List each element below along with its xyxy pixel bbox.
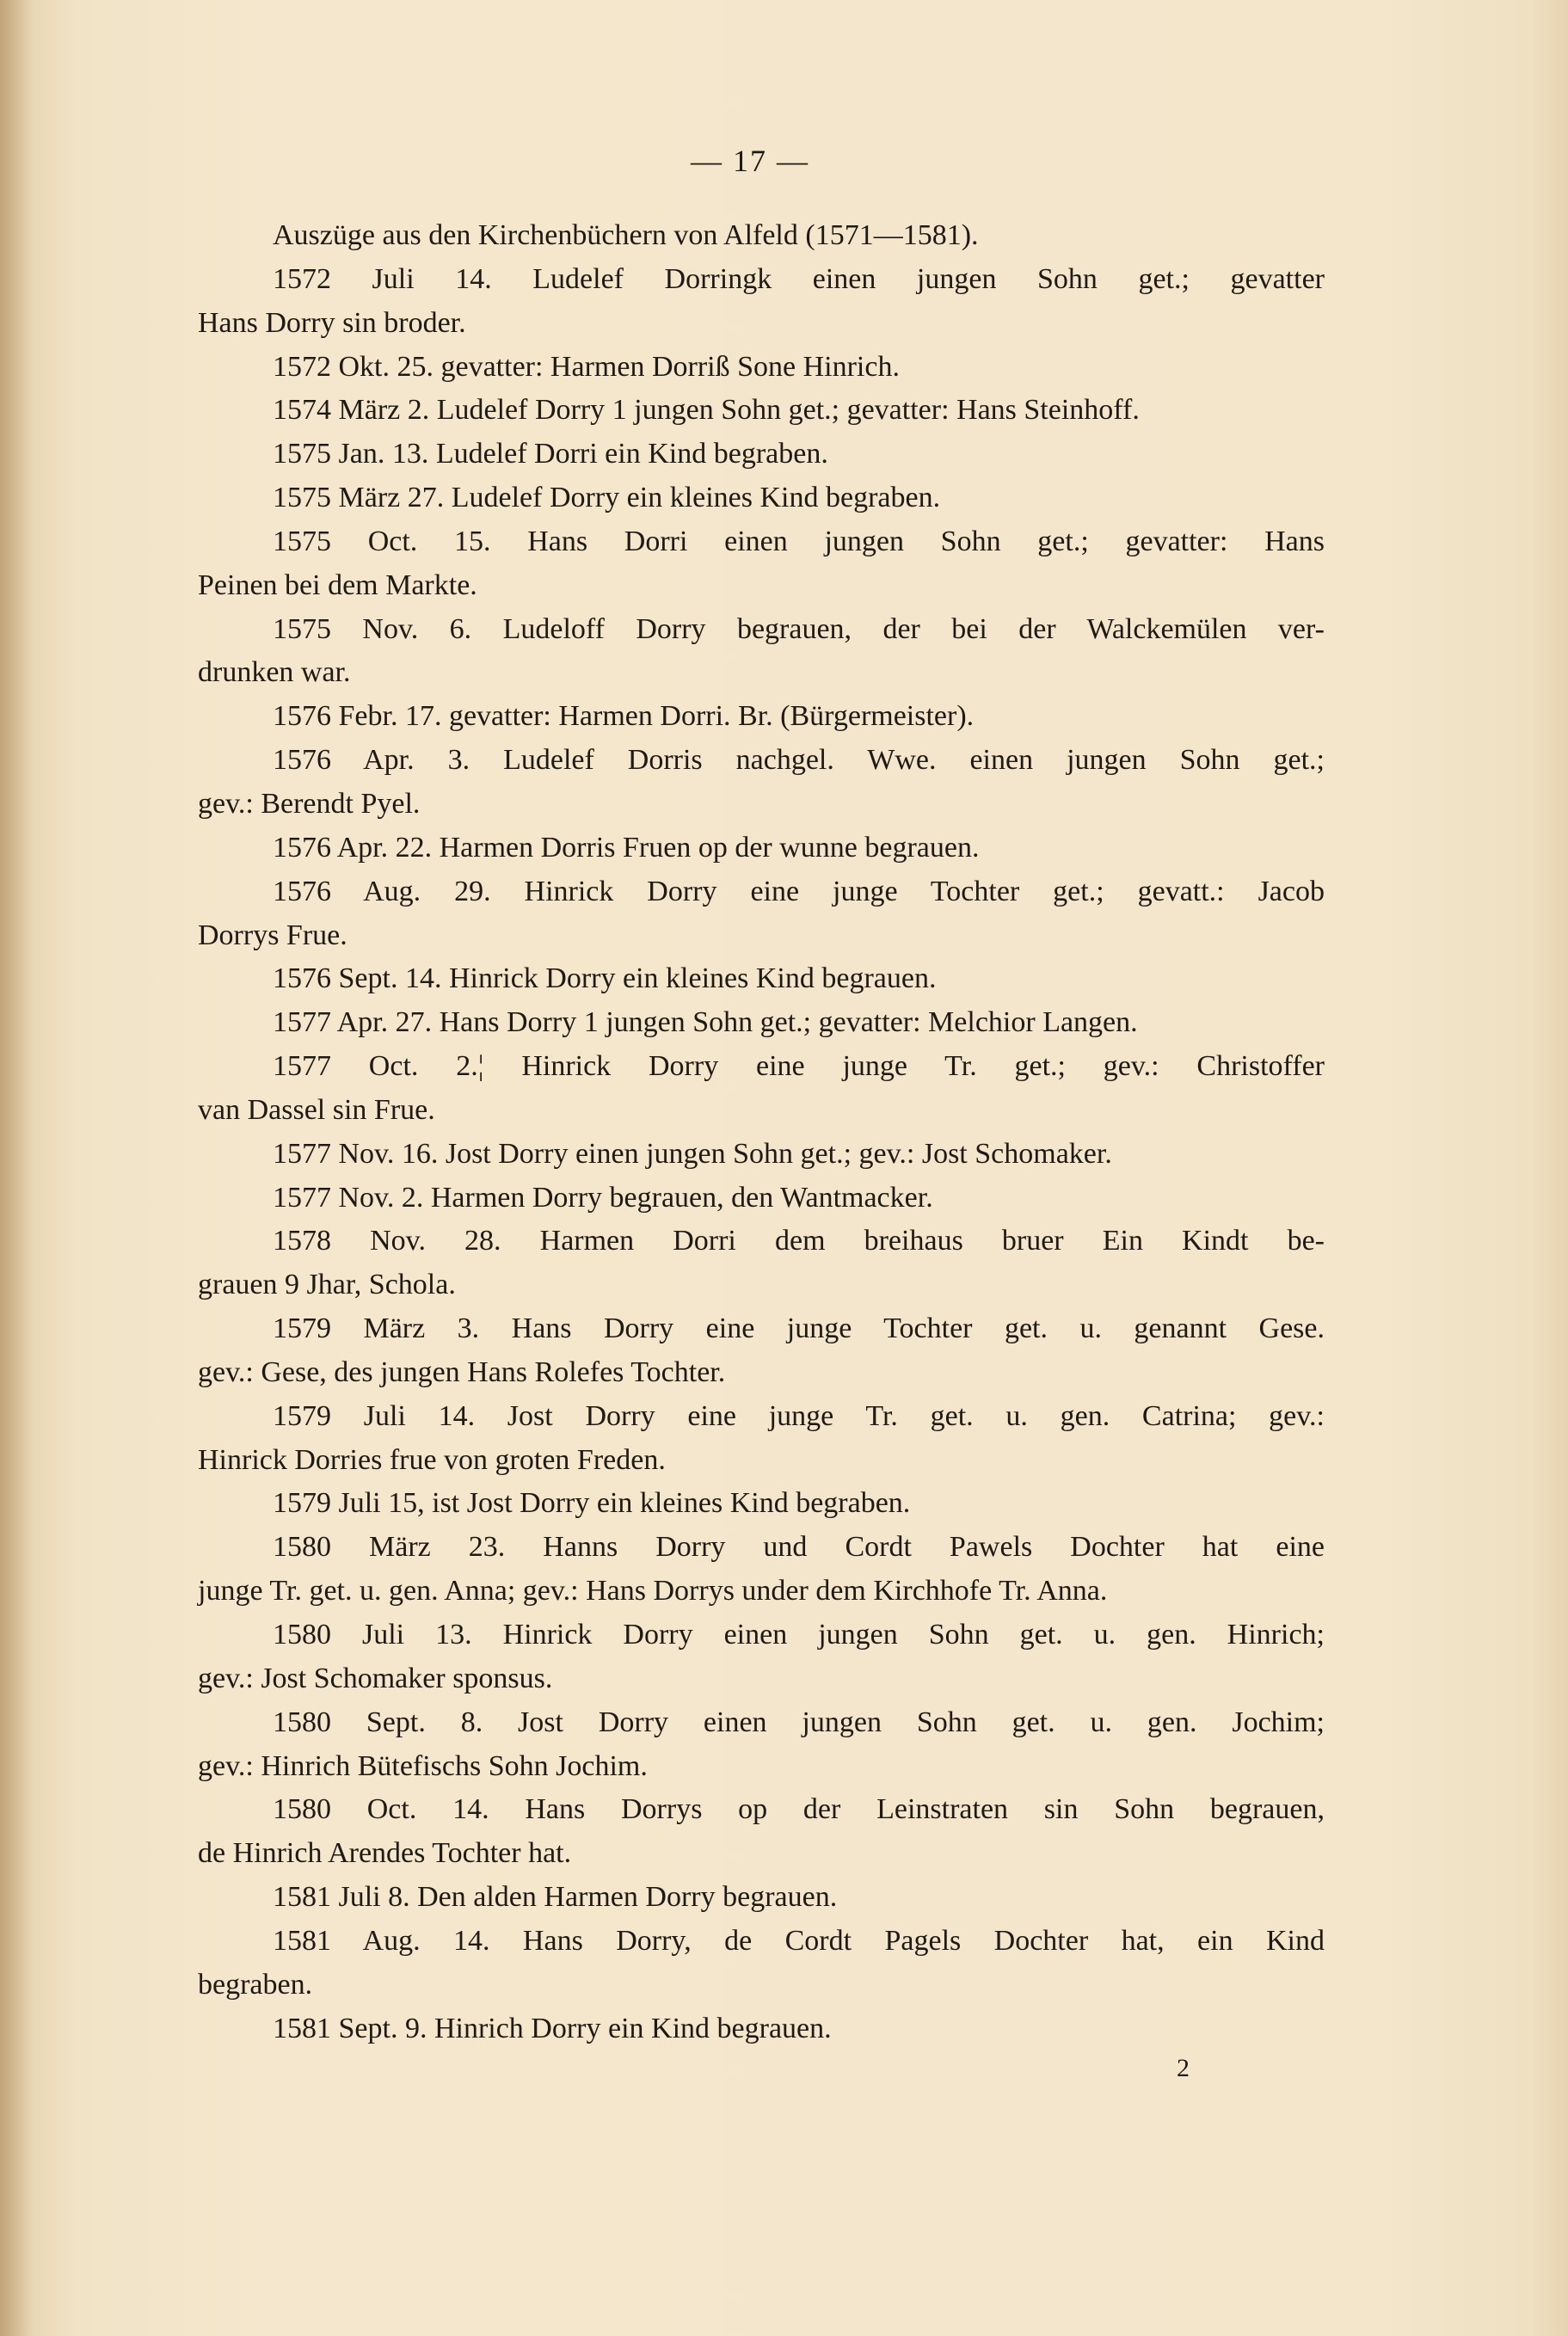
register-entry — [198, 739, 1325, 827]
document-body — [198, 214, 1325, 2050]
text-line: drunken war. — [198, 656, 351, 689]
text-line: grauen 9 Jhar, Schola. — [198, 1269, 456, 1301]
text-line: 1577 Nov. 16. Jost Dorry einen jungen Sohn get.; gev.: Jost Schomaker. — [273, 1137, 1112, 1170]
text-line: 1579 Juli 14. Jost Dorry eine junge Tr. get. u. gen. Catrina; gev.: — [273, 1399, 1325, 1432]
text-line: 1575 Nov. 6. Ludeloff Dorry begrauen, der bei der Walckemülen ver- — [273, 612, 1325, 645]
register-entry — [198, 1133, 1325, 1177]
text-line: 1575 Jan. 13. Ludelef Dorri ein Kind begraben. — [273, 438, 828, 470]
text-line: 1581 Aug. 14. Hans Dorry, de Cordt Pagels Dochter hat, ein Kind — [273, 1924, 1325, 1957]
register-entry — [198, 346, 1325, 390]
register-entry — [198, 1788, 1325, 1876]
text-line: begraben. — [198, 1968, 313, 2001]
register-entry — [198, 695, 1325, 739]
register-entry — [198, 389, 1325, 433]
register-entry — [198, 433, 1325, 476]
text-line: gev.: Berendt Pyel. — [198, 787, 421, 820]
register-entry — [198, 1482, 1325, 1526]
signature-mark: 2 — [1177, 2054, 1190, 2082]
text-line: 1581 Juli 8. Den alden Harmen Dorry begrauen. — [273, 1881, 838, 1914]
text-line: 1576 Apr. 22. Harmen Dorris Fruen op der wunne begrauen. — [273, 831, 980, 864]
text-line: 1572 Okt. 25. gevatter: Harmen Dorriß Sone Hinrich. — [273, 350, 900, 383]
text-line: 1579 März 3. Hans Dorry eine junge Tochter get. u. genannt Gese. — [273, 1312, 1325, 1345]
text-line: 1577 Nov. 2. Harmen Dorry begrauen, den Wantmacker. — [273, 1181, 933, 1214]
text-line: 1581 Sept. 9. Hinrich Dorry ein Kind begrauen. — [273, 2012, 832, 2044]
text-line: Dorrys Frue. — [198, 919, 347, 951]
text-line: 1580 Sept. 8. Jost Dorry einen jungen Sohn get. u. gen. Jochim; — [273, 1706, 1325, 1738]
text-line: 1576 Apr. 3. Ludelef Dorris nachgel. Wwe. einen jungen Sohn get.; — [273, 744, 1325, 777]
register-entry — [198, 957, 1325, 1001]
text-line: Hans Dorry sin broder. — [198, 306, 466, 339]
text-line: 1575 Oct. 15. Hans Dorri einen jungen Sohn get.; gevatter: Hans — [273, 525, 1325, 557]
text-line: Auszüge aus den Kirchenbüchern von Alfeld (1571—1581). — [273, 219, 979, 251]
text-line: 1577 Oct. 2.¦ Hinrick Dorry eine junge Tr. get.; gev.: Christoffer — [273, 1050, 1325, 1083]
register-entry — [198, 870, 1325, 958]
register-entry — [198, 1395, 1325, 1483]
page-binding-shadow — [0, 0, 34, 2336]
register-entry — [198, 1701, 1325, 1789]
register-entry — [198, 1526, 1325, 1614]
text-line: van Dassel sin Frue. — [198, 1093, 435, 1126]
text-line: 1574 März 2. Ludelef Dorry 1 jungen Sohn get.; gevatter: Hans Steinhoff. — [273, 394, 1140, 427]
text-line: 1576 Sept. 14. Hinrick Dorry ein kleines Kind begrauen. — [273, 962, 937, 995]
text-line: 1580 Juli 13. Hinrick Dorry einen jungen Sohn get. u. gen. Hinrich; — [273, 1619, 1325, 1651]
register-entry — [198, 476, 1325, 520]
section-title — [198, 214, 1325, 258]
text-line: gev.: Hinrich Bütefischs Sohn Jochim. — [198, 1749, 648, 1782]
text-line: 1577 Apr. 27. Hans Dorry 1 jungen Sohn get.; gevatter: Melchior Langen. — [273, 1006, 1138, 1039]
text-line: 1580 Oct. 14. Hans Dorrys op der Leinstraten sin Sohn begrauen, — [273, 1793, 1325, 1826]
text-line: 1578 Nov. 28. Harmen Dorri dem breihaus bruer Ein Kindt be- — [273, 1225, 1325, 1257]
text-line: 1575 März 27. Ludelef Dorry ein kleines Kind begraben. — [273, 482, 941, 514]
register-entry — [198, 520, 1325, 608]
register-entry — [198, 1876, 1325, 1920]
register-entry — [198, 1220, 1325, 1307]
text-line: gev.: Gese, des jungen Hans Rolefes Tochter. — [198, 1355, 726, 1388]
text-line: 1572 Juli 14. Ludelef Dorringk einen jungen Sohn get.; gevatter — [273, 262, 1325, 295]
register-entry — [198, 827, 1325, 870]
text-line: junge Tr. get. u. gen. Anna; gev.: Hans Dorrys under dem Kirchhofe Tr. Anna. — [198, 1575, 1108, 1608]
register-entry — [198, 1177, 1325, 1220]
page-number-header: — 17 — — [691, 144, 809, 178]
text-line: 1580 März 23. Hanns Dorry und Cordt Pawels Dochter hat eine — [273, 1531, 1325, 1564]
text-line: Peinen bei dem Markte. — [198, 569, 477, 601]
register-entry — [198, 1307, 1325, 1395]
register-entry — [198, 1001, 1325, 1045]
register-entry — [198, 608, 1325, 696]
text-line: gev.: Jost Schomaker sponsus. — [198, 1662, 553, 1694]
register-entry — [198, 1920, 1325, 2007]
register-entry — [198, 1614, 1325, 1701]
text-line: de Hinrich Arendes Tochter hat. — [198, 1837, 572, 1870]
register-entry — [198, 2007, 1325, 2051]
text-line: 1579 Juli 15, ist Jost Dorry ein kleines Kind begraben. — [273, 1487, 911, 1520]
register-entry — [198, 1045, 1325, 1133]
text-line: Hinrick Dorries frue von groten Freden. — [198, 1443, 666, 1476]
register-entry — [198, 258, 1325, 346]
text-line: 1576 Aug. 29. Hinrick Dorry eine junge Tochter get.; gevatt.: Jacob — [273, 875, 1325, 907]
text-line: 1576 Febr. 17. gevatter: Harmen Dorri. Br. (Bürgermeister). — [273, 700, 975, 733]
